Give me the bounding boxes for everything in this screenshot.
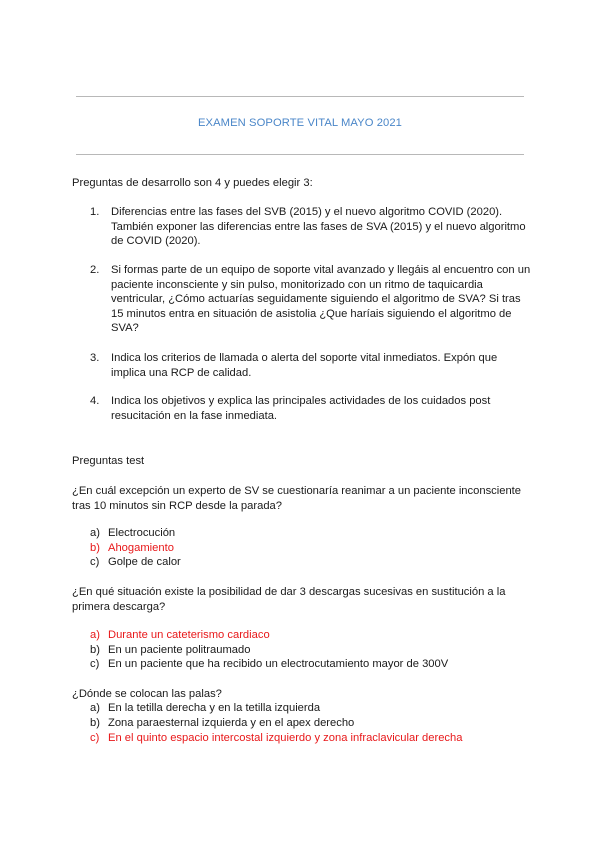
option-text: Golpe de calor bbox=[108, 556, 181, 568]
option-letter: a) bbox=[90, 629, 100, 641]
dev-question-number: 1. bbox=[90, 206, 100, 218]
test-heading: Preguntas test bbox=[72, 455, 145, 467]
exam-title: EXAMEN SOPORTE VITAL MAYO 2021 bbox=[197, 117, 403, 129]
test-question-3: ¿Dónde se colocan las palas? bbox=[72, 688, 222, 700]
option-letter: b) bbox=[90, 717, 100, 729]
dev-question-number: 4. bbox=[90, 395, 100, 407]
option-text: En el quinto espacio intercostal izquierdo y zona infraclavicular derecha bbox=[108, 732, 463, 744]
option-text: En un paciente que ha recibido un electrocutamiento mayor de 300V bbox=[108, 658, 449, 670]
option-letter: c) bbox=[90, 732, 100, 744]
test-question-2: ¿En qué situación existe la posibilidad de dar 3 descargas sucesivas en sustitución a la primera descarga? bbox=[72, 586, 506, 613]
option-letter: b) bbox=[90, 542, 100, 554]
option-letter: c) bbox=[90, 658, 100, 670]
dev-question-number: 3. bbox=[90, 352, 100, 364]
development-intro: Preguntas de desarrollo son 4 y puedes elegir 3: bbox=[72, 177, 313, 189]
option-letter: b) bbox=[90, 644, 100, 656]
dev-question-text: Indica los objetivos y explica las principales actividades de los cuidados post resucitación en la fase inmediata. bbox=[111, 395, 491, 422]
test-question-1: ¿En cuál excepción un experto de SV se cuestionaría reanimar a un paciente inconsciente tras 10 minutos sin RCP desde la parada? bbox=[72, 485, 522, 512]
option-text: En un paciente politraumado bbox=[108, 644, 251, 656]
option-text: Electrocución bbox=[108, 527, 176, 539]
option-text: Durante un cateterismo cardiaco bbox=[108, 629, 270, 641]
bottom-divider bbox=[76, 154, 524, 155]
dev-question-text: Diferencias entre las fases del SVB (2015) y el nuevo algoritmo COVID (2020). También exponer las diferencias entre las fases de SVA (2015) y el nuevo algoritmo de COVID (2020). bbox=[111, 206, 526, 248]
dev-question-number: 2. bbox=[90, 264, 100, 276]
option-letter: a) bbox=[90, 702, 100, 714]
option-letter: a) bbox=[90, 527, 100, 539]
option-text: Ahogamiento bbox=[108, 542, 174, 554]
option-text: Zona paraesternal izquierda y en el apex derecho bbox=[108, 717, 355, 729]
dev-question-text: Indica los criterios de llamada o alerta del soporte vital inmediatos. Expón que implica una RCP de calidad. bbox=[111, 352, 498, 379]
option-letter: c) bbox=[90, 556, 100, 568]
option-text: En la tetilla derecha y en la tetilla izquierda bbox=[108, 702, 321, 714]
dev-question-text: Si formas parte de un equipo de soporte vital avanzado y llegáis al encuentro con un paciente inconsciente y sin pulso, monitorizado con un ritmo de taquicardia ventricular, ¿Cómo actuarías seguidamente siguiendo el algoritmo de SVA? Si tras 15 minutos entra en situación de asistolia ¿Que haríais siguiendo el algoritmo de SVA? bbox=[111, 264, 531, 335]
top-divider bbox=[76, 96, 524, 97]
